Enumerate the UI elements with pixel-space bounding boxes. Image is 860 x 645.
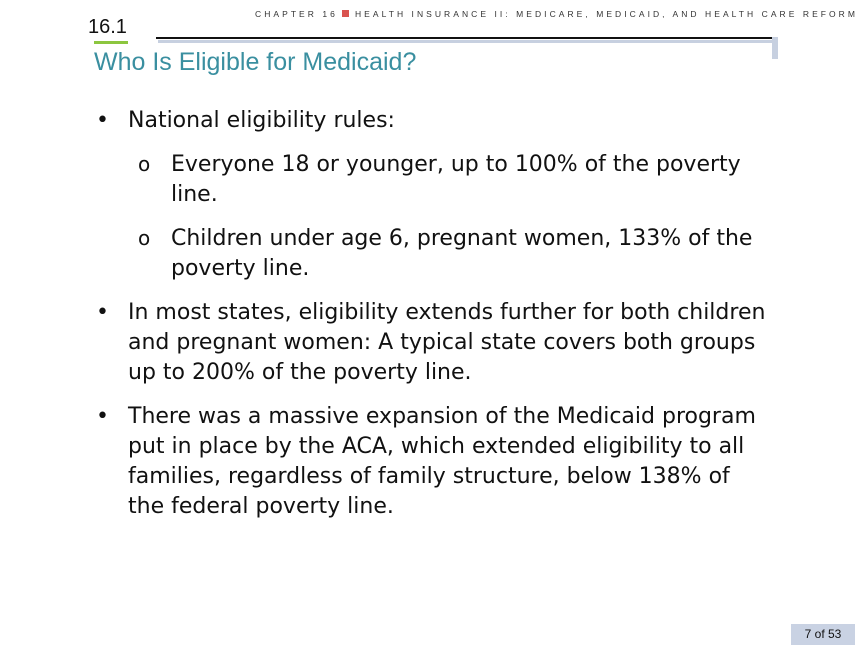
bullet-dot-icon: • xyxy=(96,404,109,429)
sub-bullet-item xyxy=(90,150,770,210)
chapter-header xyxy=(255,9,859,19)
separator-square-icon xyxy=(342,10,349,17)
hollow-circle-icon: o xyxy=(138,226,151,250)
sub-bullet-item xyxy=(90,224,770,284)
bullet-text: There was a massive expansion of the Medicaid program put in place by the ACA, which extended eligibility to all families, regardless of family structure, below 138% of the federal poverty line. xyxy=(128,404,756,519)
title-rule xyxy=(156,37,776,39)
bullet-item xyxy=(90,402,770,522)
sub-bullet-text: Children under age 6, pregnant women, 133% of the poverty line. xyxy=(171,226,753,281)
title-rule-shadow xyxy=(158,40,778,43)
sub-bullet-text: Everyone 18 or younger, up to 100% of the poverty line. xyxy=(171,152,741,207)
bullet-item xyxy=(90,298,770,388)
bullet-text: National eligibility rules: xyxy=(128,108,395,133)
bullet-dot-icon: • xyxy=(96,300,109,325)
slide-content xyxy=(90,106,770,536)
bullet-text: In most states, eligibility extends further for both children and pregnant women: A typical state covers both groups up to 200% of the poverty line. xyxy=(128,300,766,385)
bullet-item xyxy=(90,106,770,136)
chapter-label: CHAPTER 16 xyxy=(255,9,338,19)
section-number: 16.1 xyxy=(88,16,127,38)
slide-title: Who Is Eligible for Medicaid? xyxy=(94,48,417,76)
hollow-circle-icon: o xyxy=(138,152,151,176)
bullet-dot-icon: • xyxy=(96,108,109,133)
chapter-subject: HEALTH INSURANCE II: MEDICARE, MEDICAID, AND HEALTH CARE REFORM xyxy=(354,9,859,19)
page-indicator: 7 of 53 xyxy=(791,624,855,645)
section-underline xyxy=(94,41,128,44)
title-rule-end xyxy=(772,37,778,59)
